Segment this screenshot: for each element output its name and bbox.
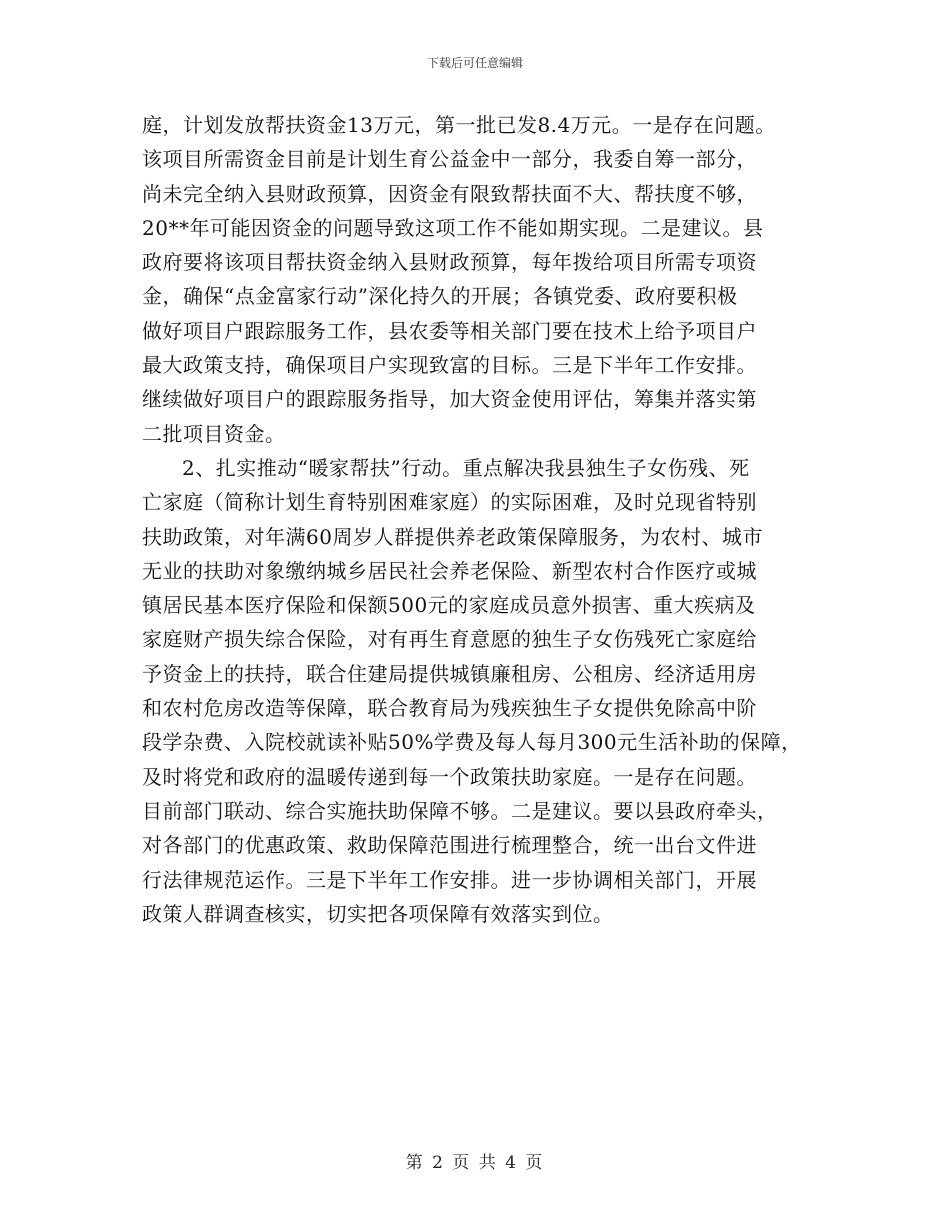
body-line: 无业的扶助对象缴纳城乡居民社会养老保险、新型农村合作医疗或城 — [142, 558, 757, 583]
body-line: 20**年可能因资金的问题导致这项工作不能如期实现。二是建议。县 — [142, 215, 764, 240]
body-line: 镇居民基本医疗保险和保额500元的家庭成员意外损害、重大疾病及 — [142, 593, 756, 618]
body-line: 做好项目户跟踪服务工作，县农委等相关部门要在技术上给予项目户 — [142, 318, 757, 343]
body-line: 二批项目资金。 — [142, 421, 286, 446]
body-line: 庭，计划发放帮扶资金13万元，第一批已发8.4万元。一是存在问题。 — [142, 113, 776, 137]
body-line: 最大政策支持，确保项目户实现致富的目标。三是下半年工作安排。 — [142, 353, 757, 378]
body-line: 和农村危房改造等保障，联合教育局为残疾独生子女提供免除高中阶 — [142, 696, 757, 721]
body-line: 段学杂费、入院校就读补贴50%学费及每人每月300元生活补助的保障， — [142, 730, 802, 755]
document-body — [142, 108, 822, 931]
body-line: 政府要将该项目帮扶资金纳入县财政预算，每年拨给项目所需专项资 — [142, 250, 757, 275]
paragraph-start-line: 2、扎实推动“暖家帮扶”行动。重点解决我县独生子女伤残、死 — [182, 455, 750, 480]
body-line: 亡家庭（简称计划生育特别困难家庭）的实际困难，及时兑现省特别 — [142, 490, 757, 515]
body-line: 政策人群调查核实，切实把各项保障有效落实到位。 — [142, 901, 614, 926]
body-line: 目前部门联动、综合实施扶助保障不够。二是建议。要以县政府牵头， — [142, 798, 778, 823]
body-line: 扶助政策，对年满60周岁人群提供养老政策保障服务，为农村、城市 — [142, 524, 763, 549]
body-line: 行法律规范运作。三是下半年工作安排。进一步协调相关部门，开展 — [142, 867, 757, 892]
body-line: 金，确保“点金富家行动”深化持久的开展；各镇党委、政府要积极 — [142, 284, 738, 309]
body-line: 家庭财产损失综合保险，对有再生育意愿的独生子女伤残死亡家庭给 — [142, 627, 757, 652]
page-number-footer: 第 2 页 共 4 页 — [405, 1153, 545, 1173]
body-line: 该项目所需资金目前是计划生育公益金中一部分，我委自筹一部分， — [142, 147, 757, 172]
page-header: 下载后可任意编辑 — [426, 56, 523, 70]
body-line: 尚未完全纳入县财政预算，因资金有限致帮扶面不大、帮扶度不够， — [142, 181, 757, 206]
body-line: 对各部门的优惠政策、救助保障范围进行梳理整合，统一出台文件进 — [142, 833, 757, 858]
body-line: 予资金上的扶持，联合住建局提供城镇廉租房、公租房、经济适用房 — [142, 661, 757, 686]
body-line: 及时将党和政府的温暖传递到每一个政策扶助家庭。一是存在问题。 — [142, 764, 757, 789]
body-line: 继续做好项目户的跟踪服务指导，加大资金使用评估，筹集并落实第 — [142, 387, 757, 412]
